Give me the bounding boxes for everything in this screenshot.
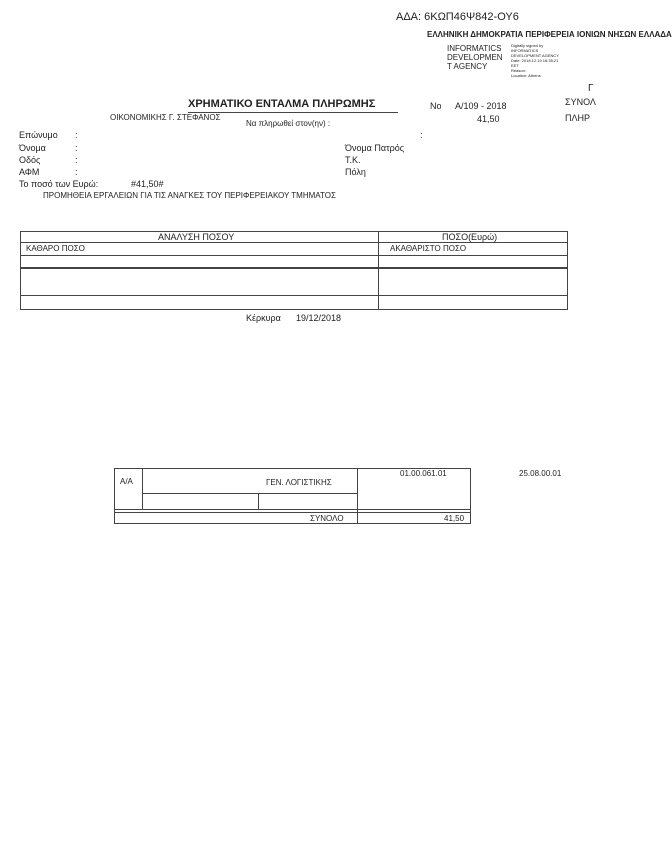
accounting-bottom-border <box>114 523 471 524</box>
accounting-row-border <box>114 509 471 510</box>
organization-line: ΕΛΛΗΝΙΚΗ ΔΗΜΟΚΡΑΤΙΑ ΠΕΡΙΦΕΡΕΙΑ ΙΟΝΙΩΝ ΝΗΣΩΝ ΕΛΛΑΔΑ <box>427 30 672 39</box>
name-label: Όνομα <box>19 143 46 153</box>
analysis-bottom-border <box>20 309 568 310</box>
signature-line: Reason: <box>511 68 526 73</box>
accounting-inner-border <box>142 493 357 494</box>
analysis-left-border <box>20 231 21 309</box>
account-code: 01.00.061.01 <box>400 469 447 478</box>
total-label: ΣΥΝΟΛΟ <box>310 514 344 523</box>
order-number: Α/109 - 2018 <box>455 101 507 111</box>
accounting-right-border <box>470 468 471 523</box>
gross-amount-label: ΑΚΑΘΑΡΙΣΤΟ ΠΟΣΟ <box>390 244 467 253</box>
street-colon: : <box>75 155 78 165</box>
corner-total-label: ΣΥΝΟΛ <box>565 97 596 107</box>
place: Κέρκυρα <box>246 313 281 323</box>
surname-colon-right: : <box>420 130 423 140</box>
accounting-left-border <box>114 468 115 523</box>
number-label: Νο <box>430 101 442 111</box>
signature-line: DEVELOPMENT AGENCY <box>511 53 559 58</box>
analysis-row-border <box>20 268 568 269</box>
accounting-row-border <box>114 512 471 513</box>
digital-signature <box>511 43 559 78</box>
total-value: 41,50 <box>444 514 465 523</box>
father-label: Όνομα Πατρός <box>345 143 405 153</box>
to-be-paid-label: Να πληρωθεί στον(ην) : <box>246 119 331 128</box>
payment-reason: ΠΡΟΜΗΘΕΙΑ ΕΡΓΑΛΕΙΩΝ ΓΙΑ ΤΙΣ ΑΝΑΓΚΕΣ ΤΟΥ ΠΕΡΙΦΕΡΕΙΑΚΟΥ ΤΜΗΜΑΤΟΣ <box>43 191 336 200</box>
payee-line: ΟΙΚΟΝΟΜΙΚΗΣ Γ. ΣΤΕΦΑΝΟΣ <box>110 113 221 122</box>
name-colon: : <box>75 143 78 153</box>
street-label: Οδός <box>19 155 41 165</box>
agency-line-1: INFORMATICS <box>447 44 502 53</box>
city-label: Πόλη <box>345 167 366 177</box>
aa-label: Α/Α <box>120 477 133 486</box>
general-accounting-label: ΓΕΝ. ΛΟΓΙΣΤΙΚΗΣ <box>266 478 332 487</box>
corner-letter: Γ <box>588 83 594 94</box>
analysis-row-border <box>20 295 568 296</box>
signature-line: Date: 2018.12.19 16:35:21 <box>511 58 559 63</box>
signature-line: Digitally signed by <box>511 43 544 48</box>
date: 19/12/2018 <box>296 313 342 323</box>
amount-heading: ΠΟΣΟ(Ευρώ) <box>442 232 498 242</box>
signature-line: Location: Athens <box>511 73 541 78</box>
surname-colon: : <box>75 130 78 140</box>
amount-words-value: #41,50# <box>131 179 164 189</box>
net-amount-label: ΚΑΘΑΡΟ ΠΟΣΟ <box>26 244 85 253</box>
accounting-divider <box>357 468 358 523</box>
analysis-right-border <box>567 231 568 309</box>
analysis-divider <box>378 231 379 309</box>
page-title: ΧΡΗΜΑΤΙΚΟ ΕΝΤΑΛΜΑ ΠΛΗΡΩΜΗΣ <box>188 98 376 110</box>
corner-payment-label: ΠΛΗΡ <box>565 113 591 123</box>
tk-label: Τ.Κ. <box>345 155 361 165</box>
signature-line: INFORMATICS <box>511 48 539 53</box>
accounting-divider <box>258 493 259 509</box>
agency-block <box>447 44 503 71</box>
order-amount: 41,50 <box>477 114 500 124</box>
analysis-header-border <box>20 242 568 243</box>
budget-code: 25.08.00.01 <box>519 469 562 478</box>
accounting-divider <box>142 468 143 509</box>
agency-line-3: T AGENCY <box>447 62 488 71</box>
analysis-row-border <box>20 255 568 256</box>
signature-line: EET <box>511 63 519 68</box>
analysis-heading: ΑΝΑΛΥΣΗ ΠΟΣΟΥ <box>158 232 235 242</box>
afm-colon: : <box>75 167 78 177</box>
surname-label: Επώνυμο <box>19 130 58 140</box>
ada-number: ΑΔΑ: 6ΚΩΠ46Ψ842-ΟΥ6 <box>396 11 519 23</box>
agency-line-2: DEVELOPMEN <box>447 53 503 62</box>
amount-words-label: Το ποσό των Ευρώ: <box>19 179 99 189</box>
afm-label: ΑΦΜ <box>19 167 40 177</box>
